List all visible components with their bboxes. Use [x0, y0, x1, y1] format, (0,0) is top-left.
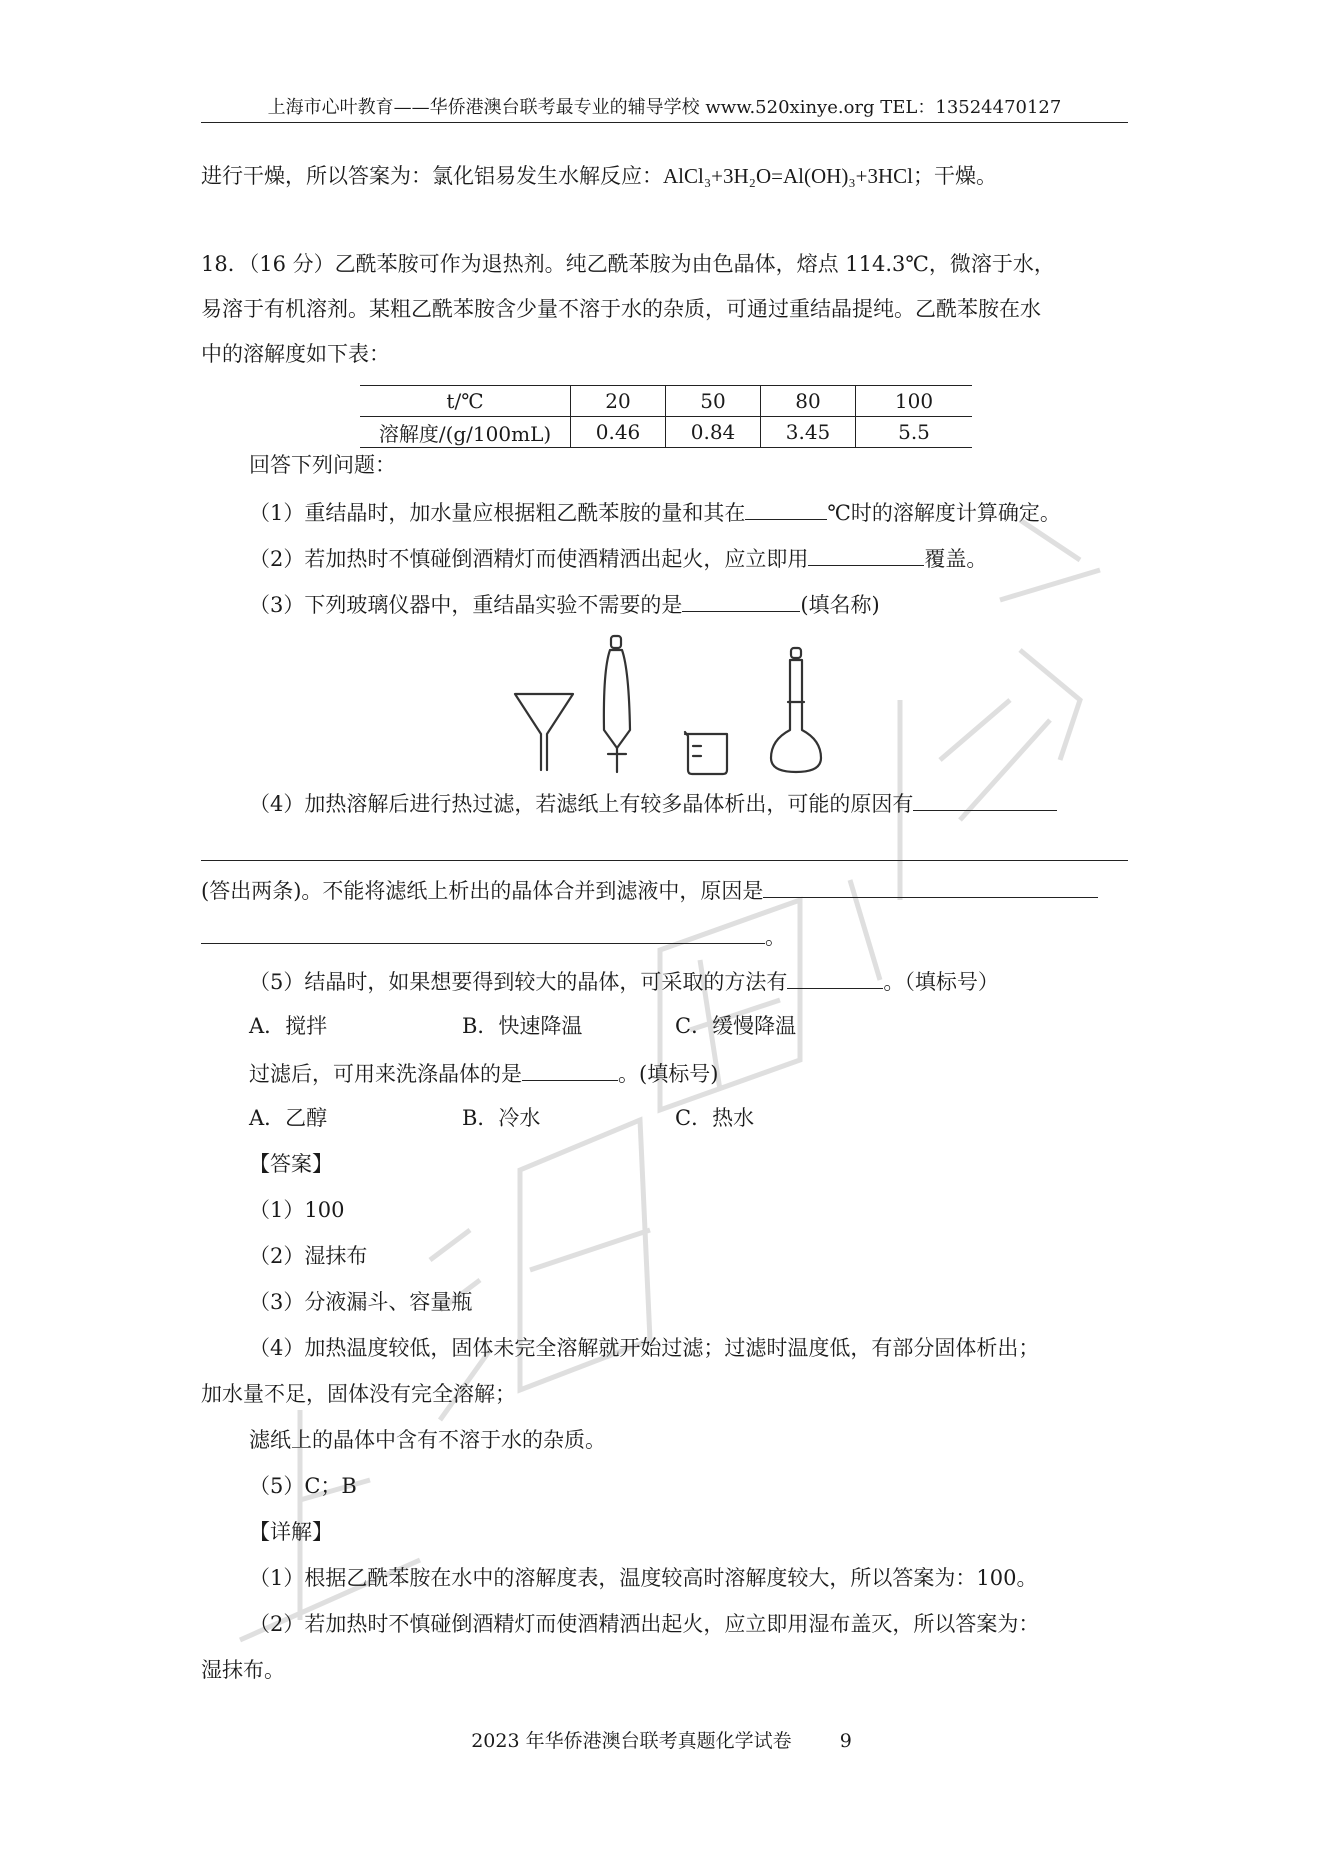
- page-number: 9: [839, 1730, 852, 1752]
- table-cell: 0.84: [666, 417, 761, 448]
- table-header-row: [360, 386, 972, 417]
- answer-blank[interactable]: [763, 875, 1098, 898]
- solubility-table: [360, 385, 972, 448]
- answer-blank[interactable]: [522, 1058, 618, 1081]
- page-header: 上海市心叶教育——华侨港澳台联考最专业的辅导学校 www.520xinye.org TEL：13524470127: [201, 96, 1128, 123]
- explanation-2-line2: 湿抹布。: [201, 1658, 285, 1682]
- table-cell: 3.45: [761, 417, 856, 448]
- hydrolysis-equation: AlCl₃+3H₂O=Al(OH)₃+3HCl: [663, 164, 913, 188]
- table-cell: t/℃: [360, 386, 571, 417]
- beaker-image: [685, 732, 727, 774]
- table-cell: 50: [666, 386, 761, 417]
- answer-1: （1）100: [249, 1198, 345, 1222]
- footer-title: 2023 年华侨港澳台联考真题化学试卷: [471, 1730, 792, 1752]
- options-row-2: [249, 1104, 754, 1132]
- table-cell: 100: [856, 386, 973, 417]
- option-b: B．快速降温: [462, 1014, 583, 1038]
- answer-blank-line[interactable]: [201, 860, 1128, 861]
- answer-3: （3）分液漏斗、容量瓶: [249, 1290, 473, 1314]
- answer-blank[interactable]: [787, 966, 883, 989]
- table-cell: 5.5: [856, 417, 973, 448]
- options-row-1: [249, 1012, 796, 1040]
- table-cell: 20: [571, 386, 666, 417]
- answer-blank[interactable]: [913, 788, 1057, 811]
- option-a: A．乙醇: [249, 1106, 328, 1130]
- sub-question-2: （2）若加热时不慎碰倒酒精灯而使酒精洒出起火，应立即用 覆盖。: [249, 543, 987, 573]
- question-18-line1: 18．（16 分）乙酰苯胺可作为退热剂。纯乙酰苯胺为由色晶体，熔点 114.3℃，微溶于水，: [201, 252, 1055, 276]
- page-footer: [0, 1726, 1323, 1753]
- answer-blank[interactable]: [201, 921, 765, 944]
- table-cell: 80: [761, 386, 856, 417]
- previous-answer-line: 进行干燥，所以答案为：氯化铝易发生水解反应：AlCl₃+3H₂O=Al(OH)₃+3HCl；干燥。: [201, 164, 997, 188]
- option-c: C．缓慢降温: [675, 1014, 797, 1038]
- answer-heading: 【答案】: [249, 1152, 333, 1176]
- funnel-image: [515, 694, 573, 770]
- answer-4-line2: 加水量不足，固体没有完全溶解；: [201, 1382, 516, 1406]
- answer-blank[interactable]: [745, 497, 827, 520]
- explanation-heading: 【详解】: [249, 1520, 333, 1544]
- option-a: A．搅拌: [249, 1014, 328, 1038]
- table-row: [360, 417, 972, 448]
- answer-blank[interactable]: [682, 589, 800, 612]
- answer-4-line3: 滤纸上的晶体中含有不溶于水的杂质。: [249, 1428, 606, 1452]
- answer-5: （5）C；B: [249, 1474, 357, 1498]
- volumetric-flask-image: [771, 648, 821, 772]
- question-18-line2: 易溶于有机溶剂。某粗乙酰苯胺含少量不溶于水的杂质，可通过重结晶提纯。乙酰苯胺在水: [201, 297, 1041, 321]
- sub-question-4-line4: 。: [201, 921, 786, 951]
- sub-question-4-line1: （4）加热溶解后进行热过滤，若滤纸上有较多晶体析出，可能的原因有: [249, 788, 1057, 818]
- sub-question-5-line1: （5）结晶时，如果想要得到较大的晶体，可采取的方法有 。（填标号）: [249, 966, 999, 996]
- table-cell: 0.46: [571, 417, 666, 448]
- sub-question-1: （1）重结晶时，加水量应根据粗乙酰苯胺的量和其在 ℃时的溶解度计算确定。: [249, 497, 1061, 527]
- sub-question-3: （3）下列玻璃仪器中，重结晶实验不需要的是 (填名称): [249, 589, 880, 619]
- glassware-figure: [505, 630, 835, 778]
- answer-4-line1: （4）加热温度较低，固体未完全溶解就开始过滤；过滤时温度低，有部分固体析出；: [249, 1336, 1040, 1360]
- sub-question-4-line3: (答出两条)。不能将滤纸上析出的晶体合并到滤液中，原因是: [201, 875, 1098, 905]
- table-cell: 溶解度/(g/100mL): [360, 417, 571, 448]
- separatory-funnel-image: [604, 636, 630, 772]
- option-c: C．热水: [675, 1106, 755, 1130]
- prompt-line: 回答下列问题：: [249, 453, 396, 477]
- question-18-line3: 中的溶解度如下表：: [201, 342, 390, 366]
- option-b: B．冷水: [462, 1106, 541, 1130]
- sub-question-5-line2: 过滤后，可用来洗涤晶体的是 。(填标号): [249, 1058, 718, 1088]
- explanation-2-line1: （2）若加热时不慎碰倒酒精灯而使酒精洒出起火，应立即用湿布盖灭，所以答案为：: [249, 1612, 1040, 1636]
- answer-2: （2）湿抹布: [249, 1244, 368, 1268]
- explanation-1: （1）根据乙酰苯胺在水中的溶解度表，温度较高时溶解度较大，所以答案为：100。: [249, 1566, 1038, 1590]
- answer-blank[interactable]: [808, 543, 924, 566]
